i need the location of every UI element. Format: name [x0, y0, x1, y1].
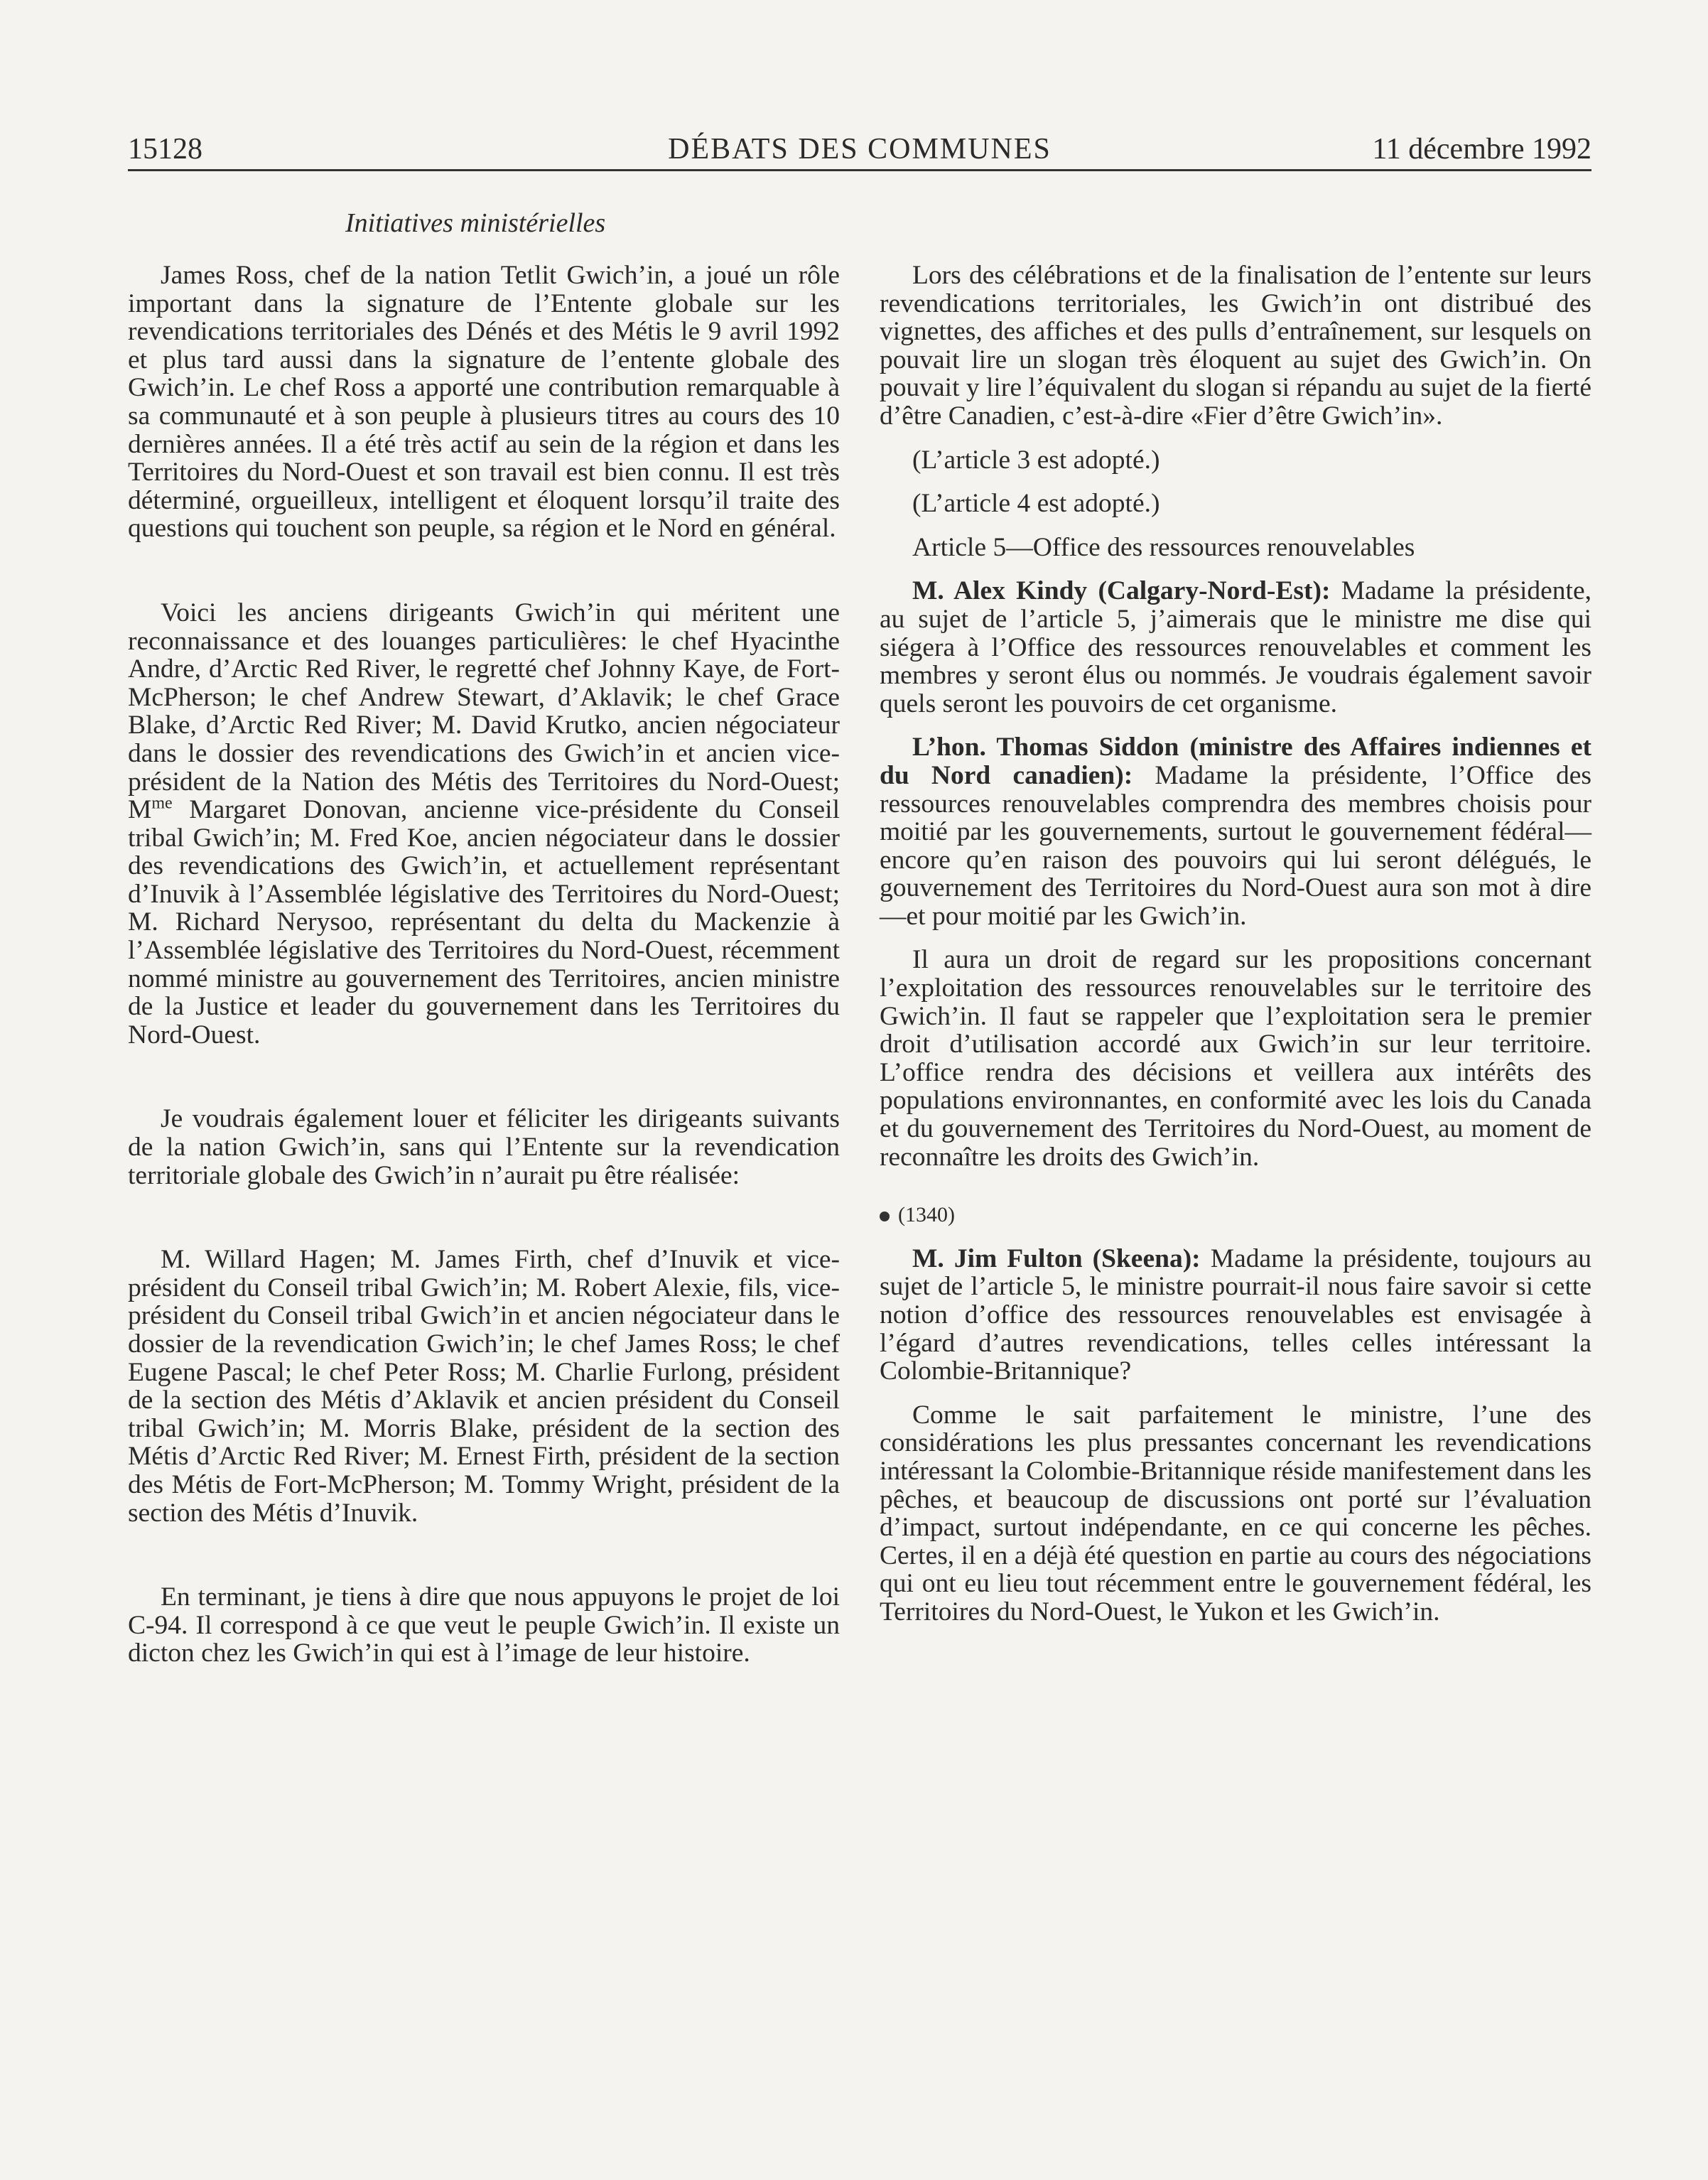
speech-kindy: [880, 577, 1591, 718]
clause-adopted: (L’article 4 est adopté.): [912, 489, 1160, 519]
paragraph: M. Willard Hagen; M. James Firth, chef d’Inuvik et vice-président du Conseil tribal Gwich’in; M. Robert Alexie, fils, vice-président du Conseil tribal Gwich’in et ancien négociateur dans le dossier de la revendication Gwich’in; le chef James Ross; le chef Eugene Pascal; le chef Peter Ross; M. Charlie Furlong, président de la section des Métis d’Aklavik et ancien président du Conseil tribal Gwich’in; M. Morris Blake, président de la section des Métis d’Arctic Red River; M. Ernest Firth, président de la section des Métis de Fort-McPherson; M. Tommy Wright, président de la section des Métis d’Inuvik.: [128, 1245, 840, 1528]
speaker-name: M. Alex Kindy (Calgary-Nord-Est):: [912, 576, 1331, 606]
paragraph-text: Margaret Donovan, ancienne vice-présidente du Conseil tribal Gwich’in; M. Fred Koe, ancien négociateur dans le dossier des revendications des Gwich’in, et actuellement représentant d’Inuvik à l’Assemblée législative des Territoires du Nord-Ouest; M. Richard Nerysoo, représentant du delta du Mackenzie à l’Assemblée législative des Territoires du Nord-Ouest, récemment nommé ministre au gouvernement des Territoires, ancien ministre de la Justice et leader du gouvernement dans les Territoires du Nord-Ouest.: [128, 795, 840, 1049]
speaker-name: M. Jim Fulton (Skeena):: [912, 1243, 1201, 1273]
paragraph: Lors des célébrations et de la finalisation de l’entente sur leurs revendications territoriales, les Gwich’in ont distribué des vignettes, des affiches et des pulls d’entraînement, sur lesquels on pouvait lire un slogan très éloquent au sujet des Gwich’in. On pouvait y lire l’équivalent du slogan si répandu au sujet de la fierté d’être Canadien, c’est-à-dire «Fier d’être Gwich’in».: [880, 261, 1591, 431]
time-text: (1340): [898, 1203, 955, 1227]
speech-fulton: [880, 1245, 1591, 1386]
speech-text: Madame la présidente, au sujet de l’article 5, j’aimerais que le ministre me dise qui siégera à l’Office des ressources renouvelables et comment les membres y seront élus ou nommés. Je voudrais également savoir quels seront les pouvoirs de cet organisme.: [880, 576, 1591, 718]
left-column: [128, 261, 840, 1668]
clause-heading: Article 5—Office des ressources renouvelables: [912, 532, 1415, 562]
paragraph: James Ross, chef de la nation Tetlit Gwich’in, a joué un rôle important dans la signature de l’Entente globale sur les revendications territoriales des Dénés et des Métis le 9 avril 1992 et plus tard aussi dans la signature de l’entente globale des Gwich’in. Le chef Ross a apporté une contribution remarquable à sa communauté et à son peuple à plusieurs titres au cours des 10 dernières années. Il a été très actif au sein de la région et dans les Territoires du Nord-Ouest et son travail est bien connu. Il est très déterminé, orgueilleux, intelligent et éloquent lorsqu’il traite des questions qui touchent son peuple, sa région et le Nord en général.: [128, 261, 840, 544]
right-column: [880, 261, 1591, 1626]
publication-date: 11 décembre 1992: [1372, 133, 1591, 166]
speech-text: Madame la présidente, toujours au sujet de l’article 5, le ministre pourrait-il nous faire savoir si cette notion d’office des ressources renouvelables est envisagée à l’égard d’autres revendications, telles celles intéressant la Colombie-Britannique?: [880, 1243, 1591, 1386]
paragraph: Il aura un droit de regard sur les propositions concernant l’exploitation des ressources renouvelables sur le territoire des Gwich’in. Il faut se rappeler que l’exploitation sera le premier droit d’utilisation accordé aux Gwich’in sur leur territoire. L’office rendra des décisions et veillera aux intérêts des populations environnantes, en conformité avec les lois du Canada et du gouvernement des Territoires du Nord-Ouest, au moment de reconnaître les droits des Gwich’in.: [880, 945, 1591, 1172]
paragraph: Je voudrais également louer et féliciter les dirigeants suivants de la nation Gwich’in, sans qui l’Entente sur la revendication territoriale globale des Gwich’in n’aurait pu être réalisée:: [128, 1104, 840, 1190]
header-rule: [128, 169, 1591, 171]
speech-siddon: [880, 733, 1591, 930]
superscript: me: [151, 794, 173, 813]
speaker-name: L’hon. Thomas Siddon (ministre des Affaires indiennes et du Nord canadien):: [880, 733, 1591, 790]
speech-text: Madame la présidente, l’Office des ressources renouvelables comprendra des membres choisis pour moitié par les gouvernements, surtout le gouvernement fédéral—encore qu’en raison des pouvoirs qui lui seront délégués, le gouvernement des Territoires du Nord-Ouest aura son mot à dire—et pour moitié par les Gwich’in.: [880, 760, 1591, 931]
publication-title: DÉBATS DES COMMUNES: [668, 133, 1052, 166]
paragraph: [128, 599, 840, 1049]
page-header: [128, 128, 1591, 168]
section-title: Initiatives ministérielles: [345, 208, 606, 238]
paragraph: En terminant, je tiens à dire que nous appuyons le projet de loi C-94. Il correspond à ce que veut le peuple Gwich’in. Il existe un dicton chez les Gwich’in qui est à l’image de leur histoire.: [128, 1582, 840, 1668]
bullet-icon: [880, 1212, 890, 1221]
time-marker: [880, 1201, 1591, 1229]
clause-adopted: (L’article 3 est adopté.): [912, 445, 1160, 475]
paragraph: Comme le sait parfaitement le ministre, l’une des considérations les plus pressantes concernant les revendications intéressant la Colombie-Britannique réside manifestement dans les pêches, et beaucoup de discussions ont porté sur l’évaluation d’impact, surtout indépendante, en ce qui concerne les pêches. Certes, il en a déjà été question en partie au cours des négociations qui ont eu lieu tout récemment entre le gouvernement fédéral, les Territoires du Nord-Ouest, le Yukon et les Gwich’in.: [880, 1400, 1591, 1626]
paragraph-text: Voici les anciens dirigeants Gwich’in qui méritent une reconnaissance et des louanges particulières: le chef Hyacinthe Andre, d’Arctic Red River, le regretté chef Johnny Kaye, de Fort-McPherson; le chef Andrew Stewart, d’Aklavik; le chef Grace Blake, d’Arctic Red River; M. David Krutko, ancien négociateur dans le dossier des revendications des Gwich’in et ancien vice-président de la Nation des Métis des Territoires du Nord-Ouest; M: [128, 598, 840, 825]
page-number: 15128: [128, 133, 202, 166]
